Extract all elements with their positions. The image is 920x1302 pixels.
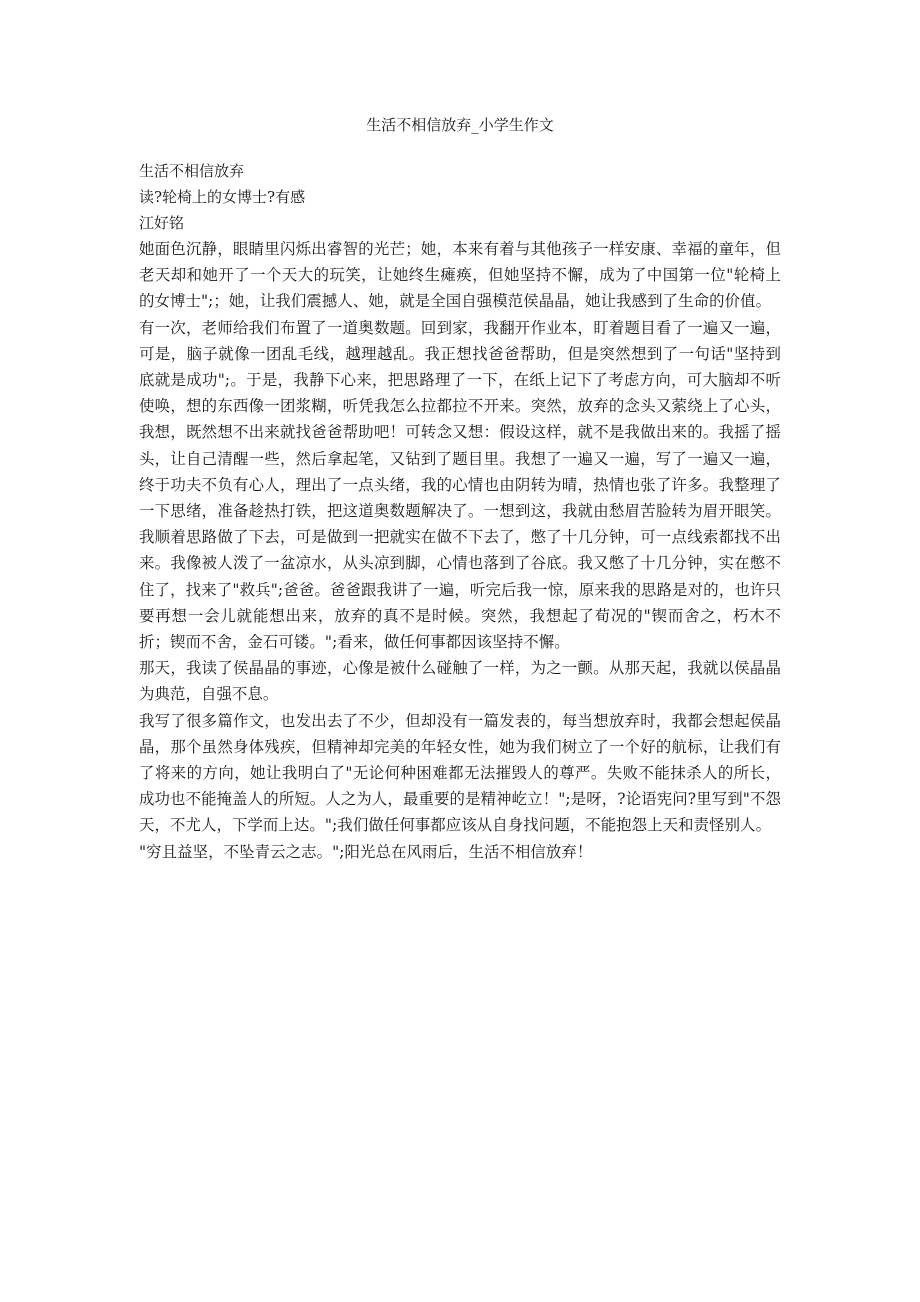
document-page xyxy=(139,114,781,865)
paragraph-1: 她面色沉静，眼睛里闪烁出睿智的光芒；她，本来有着与其他孩子一样安康、幸福的童年，但老天却和她开了一个天大的玩笑，让她终生瘫痪，但她坚持不懈，成为了中国第一位"轮椅上的女博士";；她，让我们震撼人、她，就是全国自强模范侯晶晶，她让我感到了生命的价值。 xyxy=(139,240,781,311)
paragraph-4: 我写了很多篇作文，也发出去了不少，但却没有一篇发表的，每当想放弃时，我都会想起侯晶晶，那个虽然身体残疾，但精神却完美的年轻女性，她为我们树立了一个好的航标，让我们有了将来的方向，她让我明白了"无论何种困难都无法摧毁人的尊严。失败不能抹杀人的所长，成功也不能掩盖人的所短。人之为人，最重要的是精神屹立！";是呀，?论语宪问?里写到"不怨天，不尤人，下学而上达。";我们做任何事都应该从自身找问题，不能抱怨上天和责怪别人。 xyxy=(139,711,781,835)
essay-heading: 生活不相信放弃 xyxy=(139,162,245,180)
document-title: 生活不相信放弃_小学生作文 xyxy=(366,116,554,134)
essay-author: 江好铭 xyxy=(139,214,185,232)
essay-subheading: 读?轮椅上的女博士?有感 xyxy=(139,188,306,206)
paragraph-3: 那天，我读了侯晶晶的事迹，心像是被什么碰触了一样，为之一颤。从那天起，我就以侯晶晶为典范，自强不息。 xyxy=(139,659,781,704)
paragraph-5: "穷且益坚，不坠青云之志。";阳光总在风雨后，生活不相信放弃！ xyxy=(139,842,593,861)
paragraph-2: 有一次，老师给我们布置了一道奥数题。回到家，我翻开作业本，盯着题目看了一遍又一遍，可是，脑子就像一团乱毛线，越理越乱。我正想找爸爸帮助，但是突然想到了一句话"坚持到底就是成功";。于是，我静下心来，把思路理了一下，在纸上记下了考虑方向，可大脑却不听使唤，想的东西像一团浆糊，听凭我怎么拉都拉不开来。突然，放弃的念头又萦绕上了心头，我想，既然想不出来就找爸爸帮助吧！可转念又想：假设这样，就不是我做出来的。我摇了摇头，让自己清醒一些，然后拿起笔，又钻到了题目里。我想了一遍又一遍，写了一遍又一遍，终于功夫不负有心人，理出了一点头绪，我的心情也由阴转为晴，热情也张了许多。我整理了一下思绪，准备趁热打铁，把这道奥数题解决了。一想到这，我就由愁眉苦脸转为眉开眼笑。我顺着思路做了下去，可是做到一把就实在做不下去了，憋了十几分钟，可一点线索都找不出来。我像被人泼了一盆凉水，从头凉到脚，心情也落到了谷底。我又憋了十几分钟，实在憋不住了，找来了"救兵";爸爸。爸爸跟我讲了一遍，听完后我一惊，原来我的思路是对的，也许只要再想一会儿就能想出来，放弃的真不是时候。突然，我想起了荀况的"锲而舍之，朽木不折；锲而不舍，金石可镂。";看来，做任何事都因该坚持不懈。 xyxy=(139,318,781,652)
